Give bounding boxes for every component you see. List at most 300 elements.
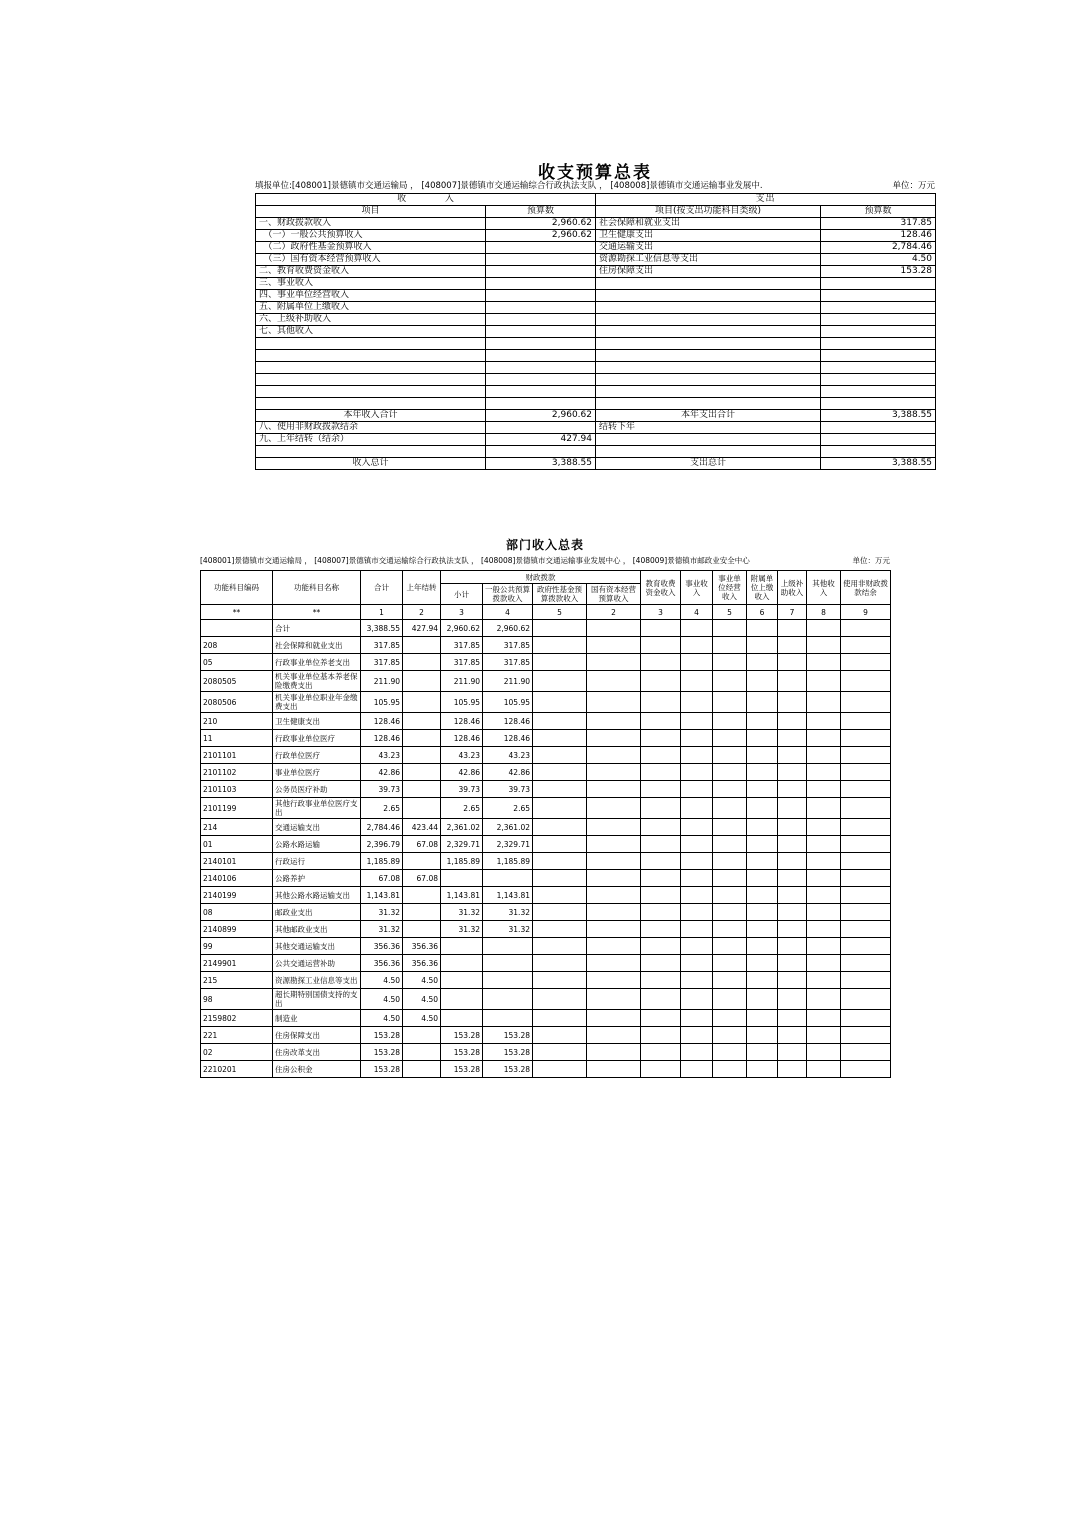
amount-cell: 2,329.71 (483, 836, 533, 853)
function-code-cell: 2140101 (201, 853, 273, 870)
amount-cell (641, 904, 681, 921)
amount-cell (807, 870, 841, 887)
table-row (256, 350, 936, 362)
table-cell (256, 374, 486, 386)
income-item-header: 项目 (256, 206, 486, 218)
amount-cell: 1,185.89 (441, 853, 483, 870)
amount-cell: 2,396.79 (361, 836, 403, 853)
amount-cell (403, 798, 441, 819)
amount-cell: 39.73 (441, 781, 483, 798)
table-cell (486, 242, 596, 254)
amount-cell: 317.85 (441, 637, 483, 654)
table-row (256, 374, 936, 386)
table-row (256, 422, 936, 434)
amount-cell (713, 781, 747, 798)
amount-cell (403, 1061, 441, 1078)
amount-cell (747, 671, 778, 692)
amount-cell (713, 671, 747, 692)
amount-cell: 153.28 (361, 1061, 403, 1078)
amount-cell (681, 637, 713, 654)
amount-cell (747, 1027, 778, 1044)
table-row (256, 338, 936, 350)
amount-cell (681, 870, 713, 887)
expense-budget-header: 预算数 (821, 206, 936, 218)
amount-cell (841, 836, 891, 853)
amount-cell: 42.86 (441, 764, 483, 781)
function-code-cell: 11 (201, 730, 273, 747)
amount-cell (807, 904, 841, 921)
table-cell (596, 278, 821, 290)
table-cell (486, 314, 596, 326)
table-cell (821, 422, 936, 434)
amount-cell (533, 1027, 587, 1044)
budget-summary-body (256, 218, 936, 470)
amount-cell (747, 654, 778, 671)
amount-cell: 211.90 (361, 671, 403, 692)
column-number: 2 (587, 605, 641, 620)
amount-cell (713, 887, 747, 904)
table-row (201, 887, 891, 904)
amount-cell (681, 938, 713, 955)
carryover-header: 上年结转 (403, 571, 441, 605)
amount-cell (747, 989, 778, 1010)
amount-cell: 67.08 (403, 836, 441, 853)
amount-cell (778, 836, 807, 853)
amount-cell (713, 870, 747, 887)
amount-cell (841, 671, 891, 692)
amount-cell (841, 1061, 891, 1078)
amount-cell (778, 870, 807, 887)
amount-cell (807, 853, 841, 870)
amount-cell (641, 870, 681, 887)
table-row (201, 781, 891, 798)
function-name-cell: 公务员医疗补助 (273, 781, 361, 798)
amount-cell (587, 938, 641, 955)
function-code-cell: 208 (201, 637, 273, 654)
amount-cell (587, 887, 641, 904)
function-name-cell: 交通运输支出 (273, 819, 361, 836)
amount-cell (747, 887, 778, 904)
column-number: 9 (841, 605, 891, 620)
filing-unit-label: [408001]景德镇市交通运输局 ， [408007]景德镇市交通运输综合行政执法支队 ， [408008]景德镇市交通运输事业发展中心 ， [408009]景德镇市邮政业安全中心 (200, 556, 750, 565)
amount-cell (587, 654, 641, 671)
table-cell (486, 278, 596, 290)
table-cell: （一）一般公共预算收入 (256, 230, 486, 242)
amount-cell (778, 764, 807, 781)
amount-cell (641, 781, 681, 798)
amount-cell (641, 654, 681, 671)
amount-cell (778, 692, 807, 713)
amount-cell (681, 764, 713, 781)
table-row (256, 434, 936, 446)
amount-cell (807, 764, 841, 781)
amount-cell (403, 1044, 441, 1061)
amount-cell (807, 989, 841, 1010)
table-row (201, 870, 891, 887)
amount-cell (641, 819, 681, 836)
table-cell (821, 290, 936, 302)
amount-cell (841, 853, 891, 870)
table-cell (596, 386, 821, 398)
amount-cell (778, 654, 807, 671)
amount-cell (533, 798, 587, 819)
amount-cell: 317.85 (361, 654, 403, 671)
amount-cell (713, 1027, 747, 1044)
function-name-cell: 其他交通运输支出 (273, 938, 361, 955)
table-cell (486, 422, 596, 434)
table-cell: 128.46 (821, 230, 936, 242)
amount-cell (587, 620, 641, 637)
amount-cell (807, 938, 841, 955)
table-cell (596, 374, 821, 386)
amount-cell (641, 938, 681, 955)
amount-cell (807, 1010, 841, 1027)
amount-cell (533, 972, 587, 989)
amount-cell: 427.94 (403, 620, 441, 637)
amount-cell (587, 870, 641, 887)
table-cell (256, 362, 486, 374)
column-number: 6 (747, 605, 778, 620)
table-cell: （三）国有资本经营预算收入 (256, 254, 486, 266)
amount-cell (807, 692, 841, 713)
amount-cell: 153.28 (361, 1027, 403, 1044)
amount-cell (641, 887, 681, 904)
table-row (201, 654, 891, 671)
amount-cell: 153.28 (361, 1044, 403, 1061)
amount-cell (641, 747, 681, 764)
amount-cell (713, 836, 747, 853)
table-row (201, 713, 891, 730)
amount-cell (713, 654, 747, 671)
amount-cell (747, 955, 778, 972)
amount-cell (533, 1044, 587, 1061)
table-row (201, 1044, 891, 1061)
amount-cell (641, 730, 681, 747)
function-code-cell: 2080506 (201, 692, 273, 713)
table-cell: 本年收入合计 (256, 410, 486, 422)
amount-cell (681, 836, 713, 853)
table-cell (596, 350, 821, 362)
amount-cell (533, 692, 587, 713)
amount-cell (713, 955, 747, 972)
amount-cell (778, 730, 807, 747)
amount-cell (747, 836, 778, 853)
amount-cell: 31.32 (361, 921, 403, 938)
function-code-cell: 2149901 (201, 955, 273, 972)
function-code-cell: 2159802 (201, 1010, 273, 1027)
amount-cell: 39.73 (483, 781, 533, 798)
table-row (201, 764, 891, 781)
amount-cell (841, 1044, 891, 1061)
amount-cell (641, 1027, 681, 1044)
amount-cell (747, 692, 778, 713)
table-cell (486, 362, 596, 374)
amount-cell (587, 764, 641, 781)
amount-cell (807, 620, 841, 637)
amount-cell (533, 853, 587, 870)
amount-cell (587, 836, 641, 853)
table-cell: 五、附属单位上缴收入 (256, 302, 486, 314)
amount-cell (747, 904, 778, 921)
amount-cell (533, 955, 587, 972)
amount-cell (841, 747, 891, 764)
function-code-cell: 210 (201, 713, 273, 730)
amount-cell (533, 713, 587, 730)
expense-item-header: 项目(按支出功能科目类级) (596, 206, 821, 218)
amount-cell: 105.95 (483, 692, 533, 713)
amount-cell (441, 989, 483, 1010)
amount-cell (587, 713, 641, 730)
amount-cell (587, 921, 641, 938)
amount-cell (403, 887, 441, 904)
amount-cell: 1,185.89 (361, 853, 403, 870)
amount-cell (681, 1010, 713, 1027)
table-row (256, 266, 936, 278)
unit-label: 单位：万元 (852, 556, 890, 565)
amount-cell (641, 637, 681, 654)
amount-cell (778, 819, 807, 836)
amount-cell (713, 853, 747, 870)
amount-cell: 128.46 (441, 713, 483, 730)
amount-cell (587, 904, 641, 921)
table-cell: 3,388.55 (821, 458, 936, 470)
amount-cell (641, 671, 681, 692)
amount-cell (841, 764, 891, 781)
function-name-cell: 机关事业单位职业年金缴费支出 (273, 692, 361, 713)
amount-cell: 317.85 (483, 637, 533, 654)
amount-cell (533, 938, 587, 955)
table-row (201, 904, 891, 921)
table-cell (596, 302, 821, 314)
amount-cell (587, 781, 641, 798)
amount-cell: 356.36 (361, 938, 403, 955)
function-name-cell: 行政事业单位医疗 (273, 730, 361, 747)
amount-cell (587, 671, 641, 692)
table-row (201, 637, 891, 654)
table-cell (596, 446, 821, 458)
amount-cell (778, 781, 807, 798)
amount-cell (713, 713, 747, 730)
amount-cell (778, 921, 807, 938)
table-cell (596, 314, 821, 326)
amount-cell (841, 637, 891, 654)
dept-income-title: 部门收入总表 (505, 538, 584, 552)
table-row (256, 278, 936, 290)
amount-cell (747, 921, 778, 938)
budget-summary-title: 收支预算总表 (538, 163, 652, 183)
other-income-header: 其他收入 (807, 571, 841, 605)
amount-cell: 317.85 (483, 654, 533, 671)
amount-cell (747, 853, 778, 870)
amount-cell: 3,388.55 (361, 620, 403, 637)
column-number: ** (273, 605, 361, 620)
function-code-cell: 08 (201, 904, 273, 921)
table-row (201, 972, 891, 989)
table-cell: （二）政府性基金预算收入 (256, 242, 486, 254)
amount-cell (681, 730, 713, 747)
amount-cell (681, 819, 713, 836)
function-name-cell: 机关事业单位基本养老保险缴费支出 (273, 671, 361, 692)
table-cell (596, 290, 821, 302)
amount-cell (747, 747, 778, 764)
table-cell: 六、上级补助收入 (256, 314, 486, 326)
amount-cell: 4.50 (403, 1010, 441, 1027)
amount-cell (533, 904, 587, 921)
table-cell: 交通运输支出 (596, 242, 821, 254)
table-cell: 2,960.62 (486, 218, 596, 230)
column-number-row (201, 605, 891, 620)
table-row (256, 230, 936, 242)
amount-cell (483, 1010, 533, 1027)
amount-cell (403, 671, 441, 692)
function-name-cell: 行政单位医疗 (273, 747, 361, 764)
amount-cell (483, 870, 533, 887)
amount-cell (403, 853, 441, 870)
amount-cell (533, 764, 587, 781)
amount-cell (403, 692, 441, 713)
table-cell (256, 398, 486, 410)
amount-cell (587, 747, 641, 764)
amount-cell: 43.23 (483, 747, 533, 764)
column-number: 8 (807, 605, 841, 620)
function-name-cell: 社会保障和就业支出 (273, 637, 361, 654)
amount-cell (533, 921, 587, 938)
amount-cell: 2,784.46 (361, 819, 403, 836)
table-cell (256, 338, 486, 350)
amount-cell (641, 692, 681, 713)
amount-cell (747, 713, 778, 730)
amount-cell (807, 921, 841, 938)
column-number: 5 (533, 605, 587, 620)
column-number: 2 (403, 605, 441, 620)
table-row (201, 955, 891, 972)
amount-cell (713, 764, 747, 781)
amount-cell (841, 887, 891, 904)
amount-cell (747, 637, 778, 654)
function-name-cell: 公路水路运输 (273, 836, 361, 853)
amount-cell: 128.46 (361, 730, 403, 747)
amount-cell: 153.28 (441, 1027, 483, 1044)
amount-cell (713, 1061, 747, 1078)
table-cell: 住房保障支出 (596, 266, 821, 278)
general-budget-header: 一般公共预算拨款收入 (483, 584, 533, 605)
amount-cell (778, 938, 807, 955)
table-cell: 3,388.55 (486, 458, 596, 470)
amount-cell (533, 836, 587, 853)
table-cell: 2,960.62 (486, 410, 596, 422)
amount-cell: 43.23 (441, 747, 483, 764)
amount-cell: 1,143.81 (441, 887, 483, 904)
amount-cell (778, 904, 807, 921)
amount-cell (641, 713, 681, 730)
amount-cell (713, 819, 747, 836)
amount-cell (403, 654, 441, 671)
function-code-cell: 214 (201, 819, 273, 836)
amount-cell: 211.90 (441, 671, 483, 692)
amount-cell (747, 1044, 778, 1061)
amount-cell (807, 747, 841, 764)
amount-cell (778, 671, 807, 692)
table-row (201, 938, 891, 955)
function-code-cell: 05 (201, 654, 273, 671)
amount-cell (841, 938, 891, 955)
function-code-cell: 99 (201, 938, 273, 955)
amount-cell (807, 955, 841, 972)
function-name-cell: 行政运行 (273, 853, 361, 870)
fiscal-group-header: 财政拨款 (441, 571, 641, 584)
amount-cell (641, 853, 681, 870)
table-row (256, 326, 936, 338)
amount-cell (403, 764, 441, 781)
nonfiscal-balance-header: 使用非财政拨款结余 (841, 571, 891, 605)
amount-cell: 1,143.81 (483, 887, 533, 904)
table-cell (486, 326, 596, 338)
amount-cell (841, 921, 891, 938)
column-number: 3 (441, 605, 483, 620)
amount-cell (747, 781, 778, 798)
amount-cell (747, 764, 778, 781)
amount-cell (713, 730, 747, 747)
amount-cell (778, 1044, 807, 1061)
table-cell (596, 434, 821, 446)
amount-cell (841, 904, 891, 921)
amount-cell: 67.08 (403, 870, 441, 887)
amount-cell (641, 764, 681, 781)
amount-cell: 423.44 (403, 819, 441, 836)
amount-cell: 128.46 (483, 730, 533, 747)
dept-income-subtitle (200, 556, 890, 565)
amount-cell: 128.46 (441, 730, 483, 747)
amount-cell (587, 1061, 641, 1078)
function-code-cell: 215 (201, 972, 273, 989)
amount-cell (747, 870, 778, 887)
amount-cell (533, 887, 587, 904)
amount-cell (533, 747, 587, 764)
amount-cell (747, 620, 778, 637)
amount-cell: 39.73 (361, 781, 403, 798)
amount-cell (681, 972, 713, 989)
amount-cell: 211.90 (483, 671, 533, 692)
amount-cell (403, 713, 441, 730)
table-row (201, 798, 891, 819)
amount-cell (747, 798, 778, 819)
table-cell: 收入总计 (256, 458, 486, 470)
amount-cell (403, 904, 441, 921)
table-cell: 社会保障和就业支出 (596, 218, 821, 230)
amount-cell (533, 1010, 587, 1027)
amount-cell (533, 654, 587, 671)
table-cell (821, 302, 936, 314)
amount-cell: 2,960.62 (483, 620, 533, 637)
amount-cell: 317.85 (361, 637, 403, 654)
amount-cell (641, 1010, 681, 1027)
amount-cell (778, 637, 807, 654)
amount-cell: 153.28 (441, 1061, 483, 1078)
table-row (201, 819, 891, 836)
table-row (201, 921, 891, 938)
table-row (256, 458, 936, 470)
table-cell (821, 398, 936, 410)
amount-cell (681, 955, 713, 972)
filing-unit-label: 填报单位:[408001]景德镇市交通运输局 ， [408007]景德镇市交通运输综合行政执法支队 ， [408008]景德镇市交通运输事业发展中. (255, 181, 763, 191)
table-row (201, 730, 891, 747)
income-section-header: 收 入 (256, 194, 596, 206)
table-cell (596, 326, 821, 338)
table-row (256, 290, 936, 302)
amount-cell (713, 1010, 747, 1027)
amount-cell: 1,143.81 (361, 887, 403, 904)
amount-cell (778, 713, 807, 730)
